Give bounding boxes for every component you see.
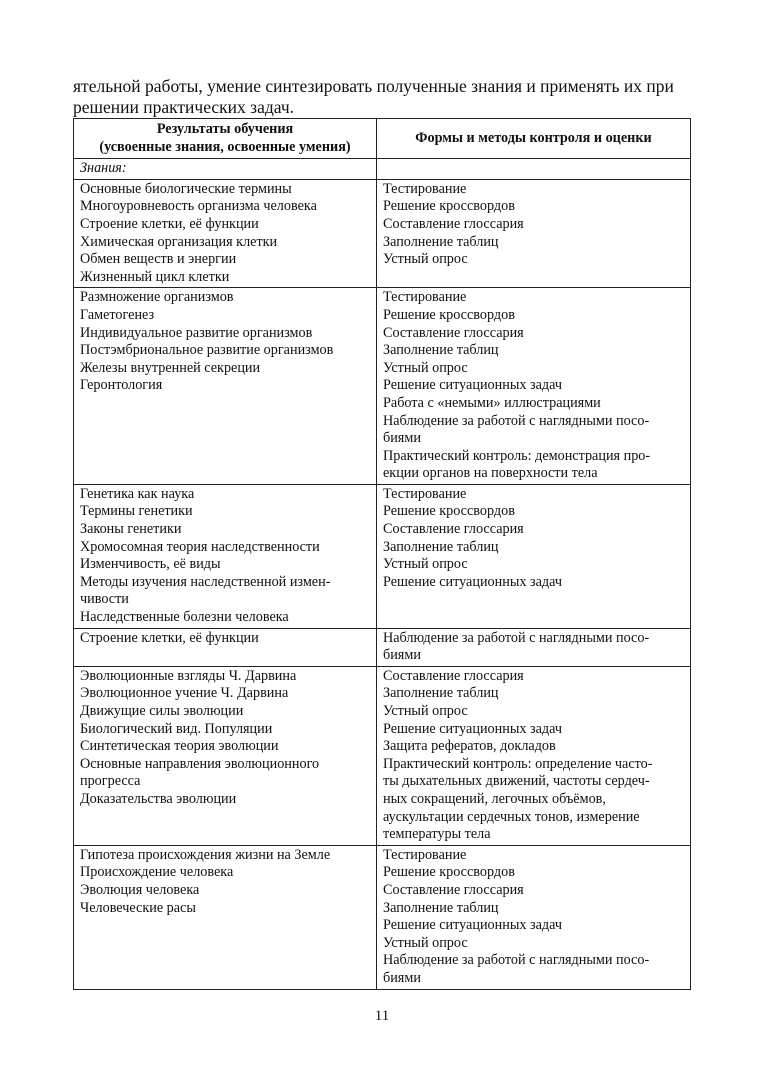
table-row [74, 628, 691, 666]
result-line: Законы генетики [80, 521, 182, 538]
result-line: прогресса [80, 773, 141, 790]
result-line: Биологический вид. Популяции [80, 720, 273, 737]
method-line: Заполнение таблиц [383, 538, 499, 555]
method-line: Решение ситуационных задач [383, 917, 562, 934]
results-cell [74, 845, 377, 989]
method-line: ных сокращений, легочных объёмов, [383, 790, 606, 807]
method-line: Работа с «немыми» иллюстрациями [383, 394, 601, 411]
results-cell [74, 666, 377, 845]
method-line: Устный опрос [383, 251, 468, 268]
result-line: Обмен веществ и энергии [80, 251, 237, 268]
method-line: Защита рефератов, докладов [383, 738, 556, 755]
result-line: Гаметогенез [80, 306, 155, 323]
result-line: Химическая организация клетки [80, 233, 278, 250]
result-line: Эволюционное учение Ч. Дарвина [80, 685, 289, 702]
result-line: Гипотеза происхождения жизни на Земле [80, 846, 331, 863]
result-line: Движущие силы эволюции [80, 703, 244, 719]
header-methods: Формы и методы контроля и оценки [377, 119, 691, 159]
result-line: Хромосомная теория наследственности [80, 538, 320, 555]
results-cell [74, 484, 377, 628]
method-line: биями [383, 647, 421, 664]
method-line: Составление глоссария [383, 324, 524, 341]
method-line: биями [383, 430, 421, 447]
result-line: Постэмбриональное развитие организмов [80, 342, 334, 359]
result-line: Происхождение человека [80, 864, 234, 881]
method-line: Заполнение таблиц [383, 233, 499, 250]
method-line: Составление глоссария [383, 215, 524, 232]
method-line: екции органов на поверхности тела [383, 465, 598, 482]
method-line: Устный опрос [383, 703, 468, 719]
method-line: Заполнение таблиц [383, 342, 499, 359]
result-line: Многоуровневость организма человека [80, 198, 317, 215]
section-label: Знания: [74, 159, 377, 180]
result-line: Эволюционные взгляды Ч. Дарвина [80, 667, 297, 684]
result-line: Железы внутренней секреции [80, 359, 261, 376]
method-line: Устный опрос [383, 934, 468, 951]
methods-cell [377, 628, 691, 666]
header-results [74, 119, 377, 159]
method-line: Решение кроссвордов [383, 503, 515, 520]
result-line: Эволюция человека [80, 881, 200, 898]
method-line: Тестирование [383, 846, 467, 863]
result-line: Синтетическая теория эволюции [80, 738, 279, 755]
methods-cell [377, 288, 691, 485]
result-line: Строение клетки, её функции [80, 629, 259, 646]
method-line: Решение кроссвордов [383, 306, 515, 323]
method-line: Практический контроль: демонстрация про- [383, 447, 651, 464]
table-row [74, 666, 691, 845]
intro-line: ятельной работы, умение синтезировать полученные знания и применять их при [73, 76, 674, 96]
results-cell [74, 288, 377, 485]
method-line: Заполнение таблиц [383, 685, 499, 702]
result-line: Жизненный цикл клетки [80, 268, 230, 285]
empty-cell [377, 159, 691, 180]
result-line: Методы изучения наследственной измен- [80, 573, 331, 590]
method-line: Решение ситуационных задач [383, 720, 562, 737]
table-row [74, 288, 691, 485]
method-line: Решение ситуационных задач [383, 573, 562, 590]
result-line: Основные биологические термины [80, 180, 292, 197]
method-line: Практический контроль: определение часто- [383, 755, 653, 772]
result-line: Геронтология [80, 377, 163, 394]
methods-cell [377, 484, 691, 628]
method-line: Наблюдение за работой с наглядными посо- [383, 412, 650, 429]
method-line: Тестирование [383, 289, 467, 306]
intro-paragraph [73, 76, 693, 118]
method-line: Тестирование [383, 180, 467, 197]
method-line: ты дыхательных движений, частоты сердеч- [383, 773, 650, 790]
method-line: Решение ситуационных задач [383, 377, 562, 394]
method-line: Тестирование [383, 485, 467, 502]
method-line: Составление глоссария [383, 881, 524, 898]
section-row [74, 159, 691, 180]
method-line: Наблюдение за работой с наглядными посо- [383, 629, 650, 646]
table-row [74, 484, 691, 628]
method-line: Составление глоссария [383, 521, 524, 538]
result-line: Изменчивость, её виды [80, 556, 221, 573]
result-line: Основные направления эволюционного [80, 755, 320, 772]
table-row [74, 179, 691, 288]
result-line: Индивидуальное развитие организмов [80, 324, 313, 341]
learning-outcomes-table [73, 118, 691, 990]
page-number: 11 [374, 1008, 390, 1024]
method-line: Устный опрос [383, 556, 468, 573]
result-line: Наследственные болезни человека [80, 609, 289, 626]
table-header-row [74, 119, 691, 159]
method-line: Заполнение таблиц [383, 899, 499, 916]
results-cell [74, 628, 377, 666]
result-line: Человеческие расы [80, 899, 196, 916]
methods-cell [377, 179, 691, 288]
result-line: Генетика как наука [80, 485, 195, 502]
method-line: аускультации сердечных тонов, измерение [383, 808, 640, 825]
method-line: Составление глоссария [383, 667, 524, 684]
result-line: чивости [80, 591, 129, 608]
method-line: Решение кроссвордов [383, 198, 515, 215]
result-line: Доказательства эволюции [80, 790, 237, 807]
method-line: Решение кроссвордов [383, 864, 515, 881]
result-line: Размножение организмов [80, 289, 234, 306]
method-line: температуры тела [383, 826, 491, 843]
header-results-title: Результаты обучения [156, 121, 294, 137]
methods-cell [377, 666, 691, 845]
method-line: биями [383, 969, 421, 986]
intro-line: решении практических задач. [73, 97, 294, 117]
methods-cell [377, 845, 691, 989]
method-line: Устный опрос [383, 359, 468, 376]
method-line: Наблюдение за работой с наглядными посо- [383, 952, 650, 969]
results-cell [74, 179, 377, 288]
table-row [74, 845, 691, 989]
result-line: Термины генетики [80, 503, 193, 520]
header-results-subtitle: (усвоенные знания, освоенные умения) [99, 138, 351, 155]
result-line: Строение клетки, её функции [80, 215, 259, 232]
